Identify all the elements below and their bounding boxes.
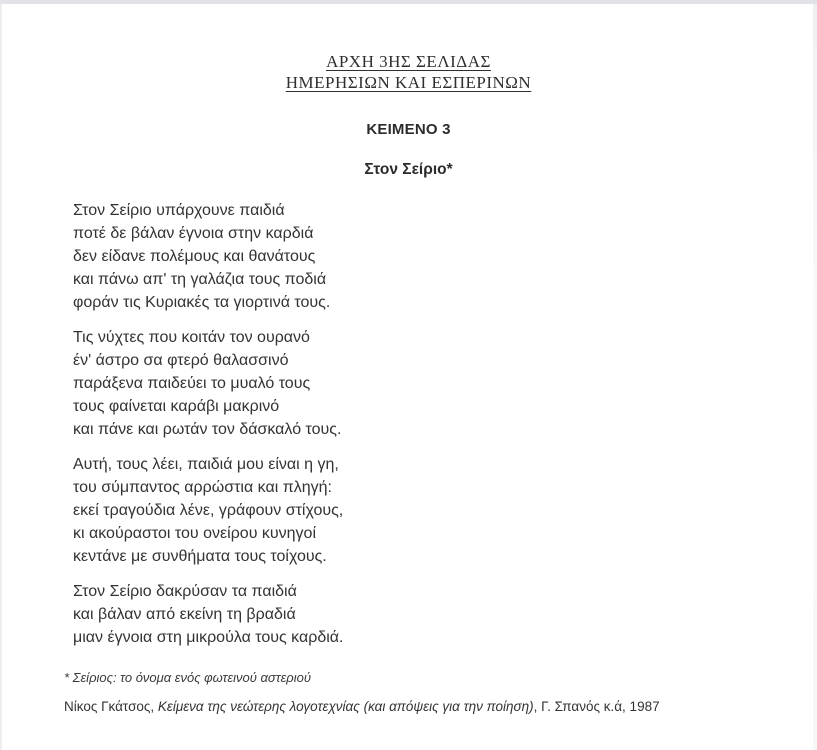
poem-line: έν' άστρο σα φτερό θαλασσινό [73,352,289,369]
poem-line: κεντάνε με συνθήματα τους τοίχους. [73,548,327,565]
poem-line: φοράν τις Κυριακές τα γιορτινά τους. [73,294,331,311]
source-line [64,699,817,715]
poem-line: του σύμπαντος αρρώστια και πληγή: [73,479,332,496]
exam-header-line2: ΗΜΕΡΗΣΙΩΝ ΚΑΙ ΕΣΠΕΡΙΝΩΝ [285,73,532,92]
scrollbar-track[interactable] [813,4,817,750]
poem-line: και πάνε και ρωτάν τον δάσκαλό τους. [73,421,342,438]
stanza-4 [73,580,817,649]
exam-header-line1: ΑΡΧΗ 3ΗΣ ΣΕΛΙΔΑΣ [326,52,491,71]
stanza-3 [73,453,817,568]
source-work-title: Κείμενα της νεώτερης λογοτεχνίας (και απόψεις για την ποίηση) [157,699,534,714]
section-label: ΚΕΙΜΕΝΟ 3 [366,121,451,138]
poem-line: δεν είδανε πολέμους και θανάτους [73,248,316,265]
poem-line: και βάλαν από εκείνη τη βραδιά [73,606,296,623]
poem-line: ποτέ δε βάλαν έγνοια στην καρδιά [73,225,314,242]
poem-line: Στον Σείριο υπάρχουνε παιδιά [73,202,285,219]
poem-line: μιαν έγνοια στη μικρούλα τους καρδιά. [73,629,344,646]
poem-line: κι ακούραστοι του ονείρου κυνηγοί [73,525,316,542]
exam-page-header [0,51,817,93]
poem [73,199,817,649]
poem-title: Στον Σείριο* [364,161,453,178]
poem-line: Τις νύχτες που κοιτάν τον ουρανό [73,329,310,346]
left-edge-strip [0,4,2,750]
top-edge-strip [0,0,817,4]
footnote: * Σείριος: το όνομα ενός φωτεινού αστεριού [64,670,311,685]
poem-line: Στον Σείριο δακρύσαν τα παιδιά [73,583,297,600]
source-author: Νίκος Γκάτσος, [64,699,158,714]
stanza-1 [73,199,817,314]
poem-line: εκεί τραγούδια λένε, γράφουν στίχους, [73,502,344,519]
poem-line: και πάνω απ' τη γαλάζια τους ποδιά [73,271,327,288]
stanza-2 [73,326,817,441]
source-publisher-year: , Γ. Σπανός κ.ά, 1987 [533,699,660,714]
poem-line: Αυτή, τους λέει, παιδιά μου είναι η γη, [73,456,339,473]
poem-line: παράξενα παιδεύει το μυαλό τους [73,375,311,392]
poem-line: τους φαίνεται καράβι μακρινό [73,398,280,415]
